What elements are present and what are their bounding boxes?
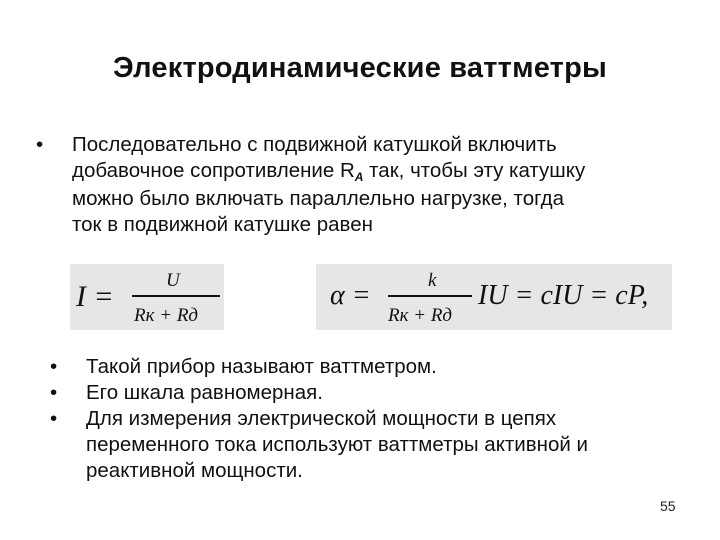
intro-line-2b: так, чтобы эту катушку	[363, 159, 586, 182]
bullet-marker: •	[36, 133, 44, 156]
deflection-formula	[316, 264, 672, 330]
formula1-numerator: U	[166, 270, 180, 291]
intro-line-2	[72, 158, 702, 186]
item-1-line-1: Такой прибор называют ваттметром.	[86, 355, 437, 378]
bullet-marker: •	[50, 407, 58, 430]
intro-text	[72, 132, 702, 238]
slide-title: Электродинамические ваттметры	[113, 52, 607, 84]
item-3-line-1: Для измерения электрической мощности в цепях	[86, 407, 557, 430]
intro-line-1: Последовательно с подвижной катушкой включить	[72, 133, 557, 156]
page-number: 55	[660, 498, 676, 514]
list-item	[50, 406, 690, 484]
item-3-line-2: переменного тока используют ваттметры активной и	[86, 433, 588, 456]
formula2-lhs: α =	[330, 280, 371, 311]
bullet-marker: •	[50, 355, 58, 378]
list-item	[50, 354, 690, 380]
intro-line-2a: добавочное сопротивление R	[72, 159, 355, 182]
resistance-subscript: А	[354, 170, 364, 184]
item-3-line-3: реактивной мощности.	[86, 459, 303, 482]
formula1-denominator: Rк + Rд	[134, 305, 199, 326]
formula1-lhs: I =	[76, 280, 114, 313]
formula2-rhs: IU = cIU = cP,	[478, 280, 649, 311]
item-2-line-1: Его шкала равномерная.	[86, 381, 323, 404]
intro-line-4: ток в подвижной катушке равен	[72, 213, 373, 236]
bullet-marker: •	[50, 381, 58, 404]
formula2-denominator: Rк + Rд	[388, 305, 453, 326]
bullet-list	[50, 354, 690, 484]
formula2-numerator: k	[428, 270, 437, 291]
current-formula	[70, 264, 224, 330]
intro-line-3: можно было включать параллельно нагрузке, тогда	[72, 187, 565, 210]
list-item	[50, 380, 690, 406]
